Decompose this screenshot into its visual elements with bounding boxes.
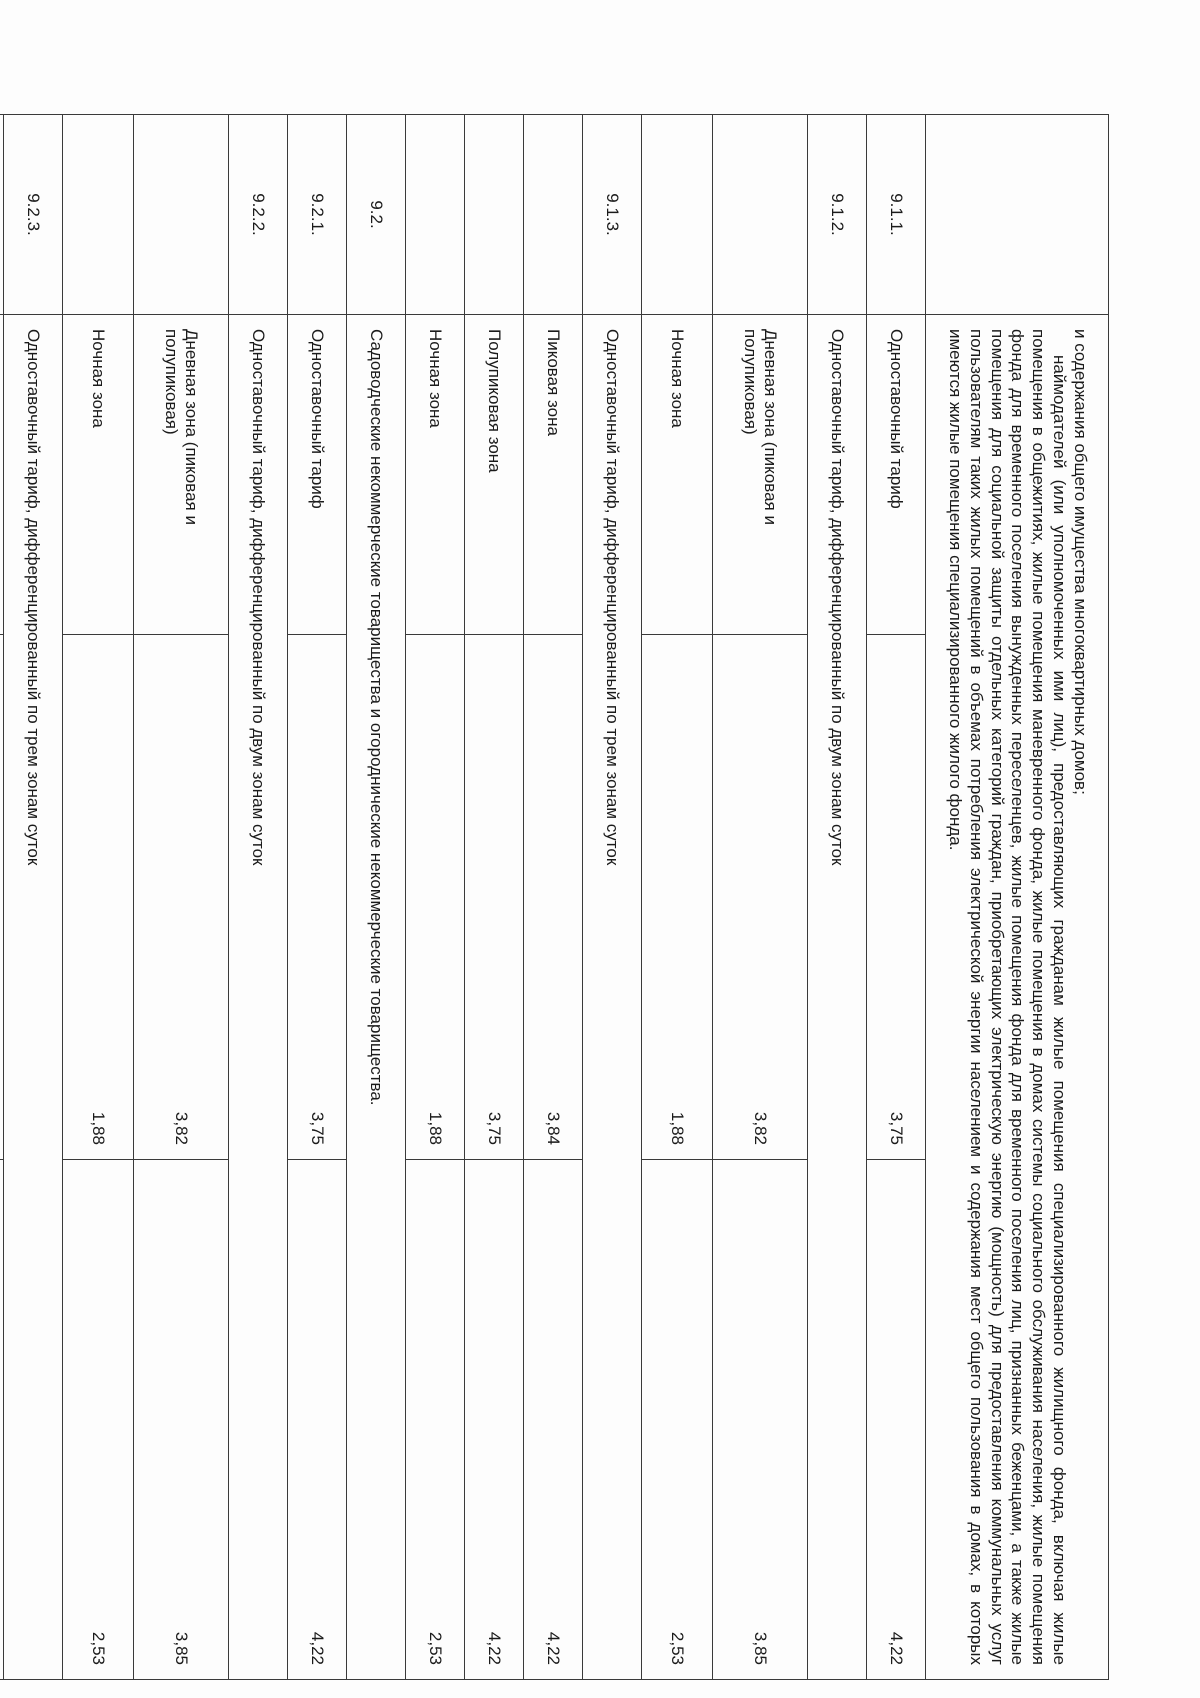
row-value-2: [0, 1160, 4, 1680]
row-value-1: 3,75: [288, 635, 347, 1160]
row-number: 9.2.3.: [4, 115, 63, 315]
row-value-2: 4,22: [465, 1160, 524, 1680]
row-number: [642, 115, 713, 315]
row-value-2: 2,53: [63, 1160, 134, 1680]
intro-first-line: и содержания общего имущества многоквартирных домов;: [1070, 329, 1090, 795]
table-row: [583, 115, 642, 1680]
row-value-1: 3,75: [465, 635, 524, 1160]
table-row: [465, 115, 524, 1680]
table-row: [867, 115, 926, 1680]
row-section-label: Одноставочный тариф, дифференцированный по трем зонам суток: [4, 315, 63, 1680]
row-label: Ночная зона: [406, 315, 465, 635]
row-value-2: 4,22: [524, 1160, 583, 1680]
row-number: 9.2.2.: [229, 115, 288, 315]
intro-text-cell: [926, 315, 1109, 1680]
row-value-1: 3,84: [524, 635, 583, 1160]
row-section-label: Садоводческие некоммерческие товарищества и огороднические некоммерческие товарищества.: [347, 315, 406, 1680]
row-value-1: 3,82: [713, 635, 808, 1160]
table-row: [134, 115, 229, 1680]
row-value-2: 4,22: [867, 1160, 926, 1680]
row-number: 9.2.: [347, 115, 406, 315]
table-row: [229, 115, 288, 1680]
rotated-content: [24, 114, 1109, 1679]
row-section-label: Одноставочный тариф, дифференцированный по трем зонам суток: [583, 315, 642, 1680]
row-number: [406, 115, 465, 315]
table-row: [63, 115, 134, 1680]
table-row: [4, 115, 63, 1680]
row-number: [713, 115, 808, 315]
table-row: [808, 115, 867, 1680]
row-number: [524, 115, 583, 315]
row-label: Одноставочный тариф: [867, 315, 926, 635]
table-row: [0, 115, 4, 1680]
row-value-1: 3,75: [867, 635, 926, 1160]
row-number: 9.1.3.: [583, 115, 642, 315]
row-label: Ночная зона: [63, 315, 134, 635]
row-value-2: 3,85: [134, 1160, 229, 1680]
row-value-1: 1,88: [63, 635, 134, 1160]
row-value-2: 4,22: [288, 1160, 347, 1680]
row-value-1: [0, 635, 4, 1160]
table-row: [288, 115, 347, 1680]
row-value-2: 3,85: [713, 1160, 808, 1680]
row-section-label: Одноставочный тариф, дифференцированный по двум зонам суток: [229, 315, 288, 1680]
table-row: [347, 115, 406, 1680]
table-row: [406, 115, 465, 1680]
row-value-1: 1,88: [642, 635, 713, 1160]
row-label: Ночная зона: [642, 315, 713, 635]
row-value-1: 3,82: [134, 635, 229, 1160]
row-label: Полупиковая зона: [465, 315, 524, 635]
row-section-label: Одноставочный тариф, дифференцированный по двум зонам суток: [808, 315, 867, 1680]
intro-num-cell: [926, 115, 1109, 315]
tariff-table: [0, 114, 1109, 1680]
row-label: Дневная зона (пиковая и полупиковая): [134, 315, 229, 635]
row-number: [0, 115, 4, 315]
row-number: 9.1.1.: [867, 115, 926, 315]
row-label: [0, 315, 4, 635]
row-number: [134, 115, 229, 315]
row-value-1: 1,88: [406, 635, 465, 1160]
table-row: [642, 115, 713, 1680]
row-label: Дневная зона (пиковая и полупиковая): [713, 315, 808, 635]
row-number: [465, 115, 524, 315]
table-row: [713, 115, 808, 1680]
row-value-2: 2,53: [642, 1160, 713, 1680]
row-number: [63, 115, 134, 315]
row-number: 9.2.1.: [288, 115, 347, 315]
row-number: 9.1.2.: [808, 115, 867, 315]
intro-paragraph: наймодателей (или уполномоченных ими лиц), предоставляющих гражданам жилые помещения специализированного жилищного фонда, включая жилые помещения в общежитиях, жилые помещения маневренного фонда, жилые помещения в домах системы социального обслуживания населения, жилые помещения фонда для временного поселения вынужденных переселенцев, жилые помещения фонда для временного поселения лиц, признанных беженцами, а также жилые помещения для социальной защиты отдельных категорий граждан, приобретающих электрическую энергию (мощность) для предоставления коммунальных услуг пользователям таких жилых помещений в объемах потребления электрической энергии населением и содержания мест общего пользования в домах, в которых имеются жилые помещения специализированного жилого фонда.: [946, 329, 1069, 1666]
row-label: Пиковая зона: [524, 315, 583, 635]
intro-row: [926, 115, 1109, 1680]
table-row: [524, 115, 583, 1680]
row-value-2: 2,53: [406, 1160, 465, 1680]
row-label: Одноставочный тариф: [288, 315, 347, 635]
